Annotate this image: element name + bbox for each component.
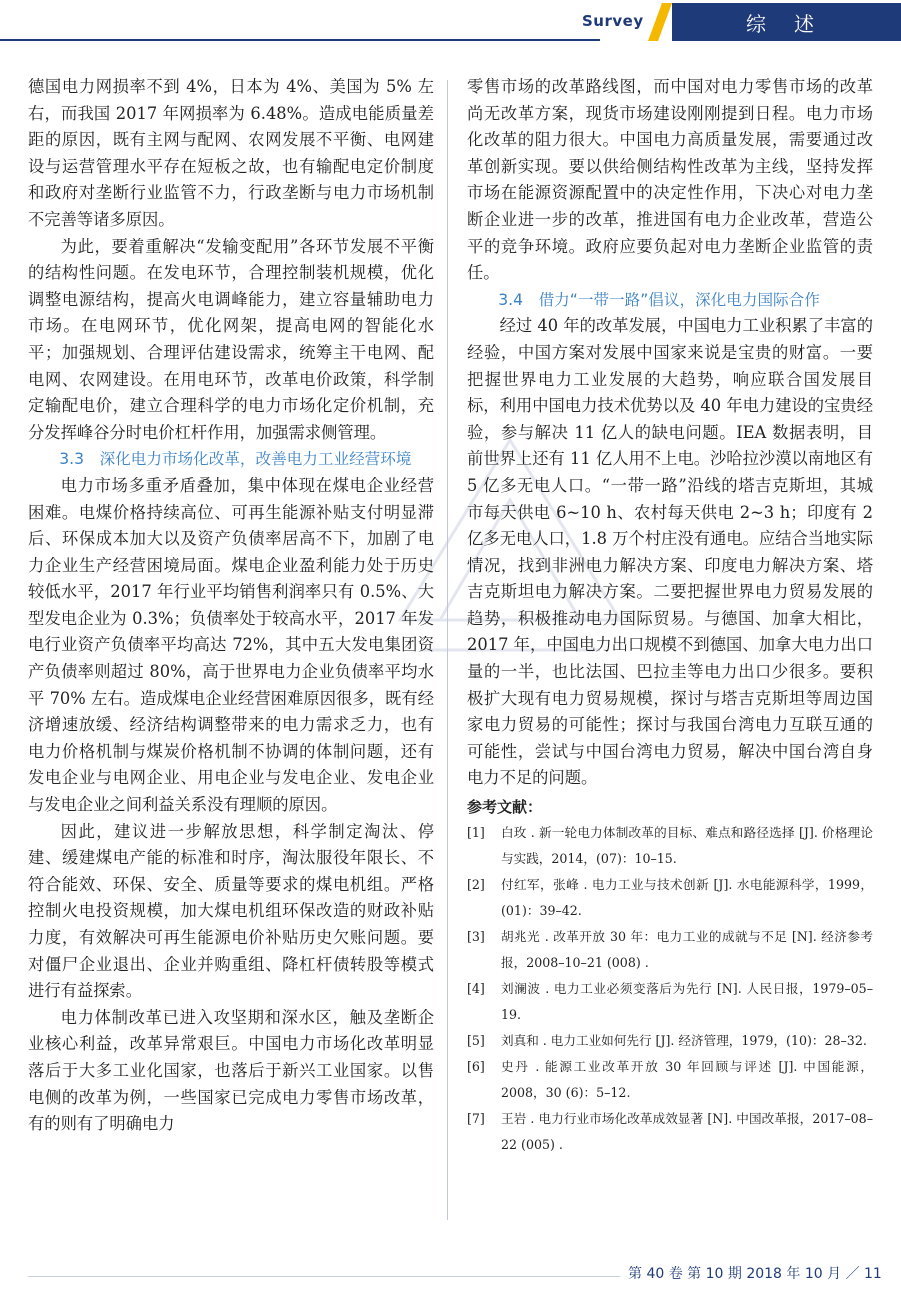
reference-text: 付红军，张峰 . 电力工业与技术创新 [J]. 水电能源科学，1999，(01)：39–42. [501,877,873,919]
reference-number: [1] [467,825,485,841]
reference-item [467,1106,873,1158]
paragraph: 电力体制改革已进入攻坚期和深水区，触及垄断企业核心利益，改革异常艰巨。中国电力市场化改革明显落后于大多工业化国家，也落后于新兴工业国家。以售电侧的改革为例，一些国家已完成电力零售市场改革，有的则有了明确电力 [28,1007,434,1134]
reference-number: [7] [467,1111,485,1127]
column-divider [447,80,448,1220]
page-header [0,0,901,44]
references-title: 参考文献： [467,798,543,817]
paragraph: 电力市场多重矛盾叠加，集中体现在煤电企业经营困难。电煤价格持续高位、可再生能源补贴支付明显滞后、环保成本加大以及资产负债率居高不下，加剧了电力企业生产经营困境局面。煤电企业盈利能力处于历史较低水平，2017 年行业平均销售利润率只有 0.5%、大型发电企业为 0.3%；负债率处于较高水平，2017 年发电行业资产负债率平均高达 72%，其中五大发电集团资产负债率则超过 80%，高于世界电力企业负债率平均水平 70% 左右。造成煤电企业经营困难原因很多，既有经济增速放缓、经济结构调整带来的电力需求乏力，也有电力价格机制与煤炭价格机制不协调的体制问题，还有发电企业与电网企业、用电企业与发电企业、发电企业与发电企业之间利益关系没有理顺的原因。 [28,475,434,815]
section-heading-3-4: 3.4 借力“一带一路”倡议，深化电力国际合作 [498,290,820,309]
reference-text: 胡兆光 . 改革开放 30 年：电力工业的成就与不足 [N]. 经济参考报，2008–10–21 (008) . [501,929,873,971]
footer-rule [28,1276,620,1277]
reference-item [467,872,873,924]
reference-number: [4] [467,981,485,997]
reference-number: [5] [467,1033,485,1049]
reference-text: 刘澜波 . 电力工业必须变落后为先行 [N]. 人民日报，1979–05–19. [501,981,873,1023]
reference-text: 史丹 . 能源工业改革开放 30 年回顾与评述 [J]. 中国能源，2008，30 (6)：5–12. [501,1059,873,1101]
reference-item [467,820,873,872]
reference-item [467,924,873,976]
reference-item [467,1028,873,1054]
section-label-zh: 综述 [746,12,842,36]
reference-text: 刘真和 . 电力工业如何先行 [J]. 经济管理，1979，(10)：28–32. [501,1033,867,1049]
reference-item [467,976,873,1028]
reference-number: [2] [467,877,485,893]
reference-text: 白玫 . 新一轮电力体制改革的目标、难点和路径选择 [J]. 价格理论与实践，2014，(07)：10–15. [501,825,873,867]
paragraph: 为此，要着重解决“发输变配用”各环节发展不平衡的结构性问题。在发电环节，合理控制装机规模，优化调整电源结构，提高火电调峰能力，建立容量辅助电力市场。在电网环节，优化网架，提高电网的智能化水平；加强规划、合理评估建设需求，统筹主干电网、配电网、农网建设。在用电环节，改革电价政策，科学制定输配电价，建立合理科学的电力市场化定价机制，充分发挥峰谷分时电价杠杆作用，加强需求侧管理。 [28,236,434,442]
paragraph: 零售市场的改革路线图，而中国对电力零售市场的改革尚无改革方案，现货市场建设刚刚提到日程。电力市场化改革的阻力很大。中国电力高质量发展，需要通过改革创新实现。要以供给侧结构性改革为主线，坚持发挥市场在能源资源配置中的决定性作用，下决心对电力垄断企业进一步的改革，推进国有电力企业改革，营造公平的竞争环境。政府应要负起对电力垄断企业监管的责任。 [467,77,873,283]
section-heading-3-3: 3.3 深化电力市场化改革，改善电力工业经营环境 [59,450,412,469]
reference-item [467,1054,873,1106]
header-rule [0,39,600,41]
issue-info: 第 40 卷 第 10 期 2018 年 10 月 ／ 11 [628,1266,882,1282]
section-label-en: Survey [582,12,644,30]
paragraph: 因此，建议进一步解放思想，科学制定淘汰、停建、缓建煤电产能的标准和时序，淘汰服役年限长、不符合能效、环保、安全、质量等要求的煤电机组。严格控制火电投资规模，加大煤电机组环保改造的财政补贴力度，有效解决可再生能源电价补贴历史欠账问题。要对僵尸企业退出、企业并购重组、降杠杆债转股等模式进行有益探索。 [28,821,434,1001]
left-column [28,74,434,1138]
reference-number: [3] [467,929,485,945]
paragraph: 经过 40 年的改革发展，中国电力工业积累了丰富的经验，中国方案对发展中国家来说是宝贵的财富。一要把握世界电力工业发展的大趋势，响应联合国发展目标，利用中国电力技术优势以及 40 年电力建设的宝贵经验，参与解决 11 亿人的缺电问题。IEA 数据表明，目前世界上还有 11 亿人用不上电。沙哈拉沙漠以南地区有 5 亿多无电人口。“一带一路”沿线的塔吉克斯坦，其城市每天供电 6~10 h、农村每天供电 2~3 h；印度有 2 亿多无电人口，1.8 万个村庄没有通电。应结合当地实际情况，找到非洲电力解决方案、印度电力解决方案、塔吉克斯坦电力解决方案。二要把握世界电力贸易发展的趋势，积极推动电力国际贸易。与德国、加拿大相比，2017 年，中国电力出口规模不到德国、加拿大电力出口量的一半，也比法国、巴拉圭等电力出口少很多。要积极扩大现有电力贸易规模，探讨与塔吉克斯坦等周边国家电力贸易的可能性；探讨与我国台湾电力互联互通的可能性，尝试与中国台湾电力贸易，解决中国台湾自身电力不足的问题。 [467,316,873,788]
reference-text: 王岩 . 电力行业市场化改革成效显著 [N]. 中国改革报，2017–08–22 (005) . [501,1111,873,1153]
reference-number: [6] [467,1059,485,1075]
paragraph: 德国电力网损率不到 4%，日本为 4%、美国为 5% 左右，而我国 2017 年网损率为 6.48%。造成电能质量差距的原因，既有主网与配网、农网发展不平衡、电网建设与运营管理水平存在短板之故，也有输配电定价制度和政府对垄断行业监管不力，行政垄断与电力市场机制不完善等诸多原因。 [28,77,434,229]
reference-list [467,820,873,1158]
right-column [467,74,873,1158]
